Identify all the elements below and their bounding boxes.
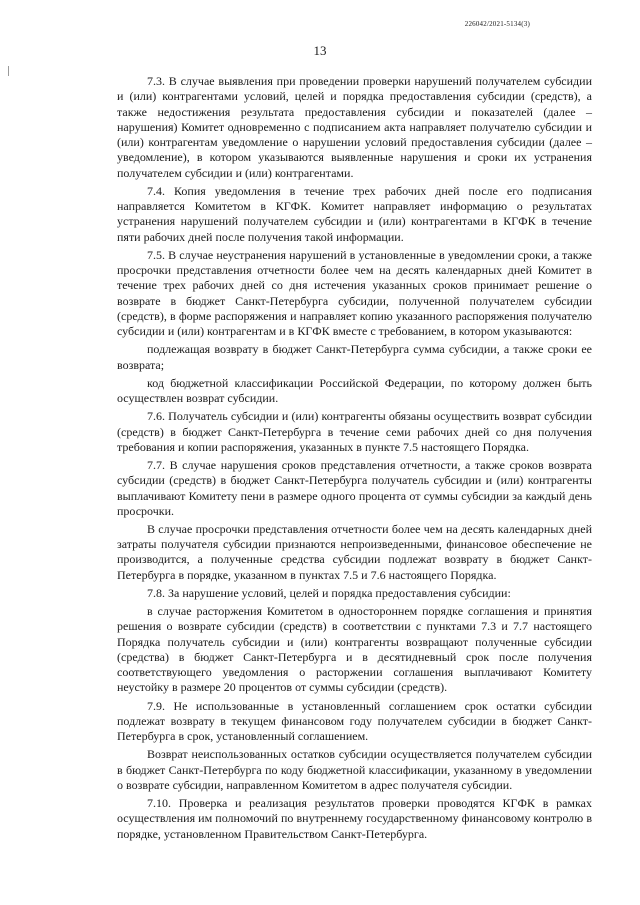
paragraph-7-7: 7.7. В случае нарушения сроков представления отчетности, а также сроков возврата субсидии (средств) в бюджет Санкт-Петербурга получатель субсидии и (или) контрагенты выплачивают Комитету пени в размере одного процента от суммы субсидии за каждый день просрочки. (117, 457, 592, 518)
paragraph-7-3: 7.3. В случае выявления при проведении проверки нарушений получателем субсидии и (или) контрагентами условий, целей и порядка предоставления субсидии (средств), а также недостижения результата предоставления субсидии и показателей (далее – нарушения) Комитет одновременно с подписанием акта направляет получателю субсидии и (или) контрагентам уведомление о нарушении условий предоставления субсидии (далее – уведомление), в котором указываются выявленные нарушения и сроки их устранения получателем субсидии и (или) контрагентами. (117, 74, 592, 180)
paragraph-7-8: 7.8. За нарушение условий, целей и порядка предоставления субсидии: (147, 585, 511, 600)
paragraph-7-7-continued: В случае просрочки представления отчетности более чем на десять календарных дней затраты получателя субсидии признаются непроизведенными, финансовое обеспечение не производится, а полученные средства субсидии подлежат возврату в бюджет Санкт-Петербурга в порядке, указанном в пунктах 7.5 и 7.6 настоящего Порядка. (117, 521, 592, 582)
paragraph-7-4: 7.4. Копия уведомления в течение трех рабочих дней после его подписания направляется Комитетом в КГФК. Комитет направляет информацию о результатах устранения нарушений получателем субсидии и (или) контрагентами в КГФК в течение пяти рабочих дней после получения такой информации. (117, 183, 592, 244)
page-number: 13 (313, 43, 327, 58)
document-body (117, 74, 592, 845)
paragraph-7-5-item-amount: подлежащая возврату в бюджет Санкт-Петербурга сумма субсидии, а также сроки ее возврата; (117, 342, 592, 372)
paragraph-7-5: 7.5. В случае неустранения нарушений в установленные в уведомлении сроки, а также просрочки представления отчетности более чем на десять календарных дней Комитет в течение трех рабочих дней со дня истечения указанных сроков принимает решение о возврате в бюджет Санкт-Петербурга субсидии, полученной получателем субсидии (средств), в форме распоряжения и направляет копию указанного распоряжения получателю субсидии и (или) контрагентам и в КГФК вместе с требованием, в котором указываются: (117, 247, 592, 339)
paragraph-7-9: 7.9. Не использованные в установленный соглашением срок остатки субсидии подлежат возврату в текущем финансовом году получателем субсидии в бюджет Санкт-Петербурга в срок, установленный соглашением. (117, 698, 592, 744)
document-registration-number: 226042/2021-5134(3) (464, 20, 530, 28)
paragraph-7-8-item: в случае расторжения Комитетом в одностороннем порядке соглашения и принятия решения о возврате субсидии (средств) в соответствии с пунктами 7.3 и 7.7 настоящего Порядка получатель субсидии и (или) контрагенты возвращают полученные субсидии (средства) в бюджет Санкт-Петербурга и в десятидневный срок после получения соответствующего уведомления о расторжении соглашения выплачивают Комитету неустойку в размере 20 процентов от суммы субсидии (средств). (117, 603, 592, 695)
paragraph-7-9-continued: Возврат неиспользованных остатков субсидии осуществляется получателем субсидии в бюджет Санкт-Петербурга по коду бюджетной классификации, указанному в уведомлении о возврате субсидии, направленном Комитетом в адрес получателя субсидии. (117, 747, 592, 792)
paragraph-7-6: 7.6. Получатель субсидии и (или) контрагенты обязаны осуществить возврат субсидии (средств) в бюджет Санкт-Петербурга в течение семи рабочих дней со дня получения требования и копии распоряжения, указанных в пункте 7.5 настоящего Порядка. (117, 409, 592, 454)
paragraph-7-5-item-code: код бюджетной классификации Российской Федерации, по которому должен быть осуществлен возврат субсидии. (117, 375, 592, 406)
scan-margin-mark (8, 66, 9, 76)
paragraph-7-10: 7.10. Проверка и реализация результатов проверки проводятся КГФК в рамках осуществления им полномочий по внутреннему государственному финансовому контролю в порядке, установленном Правительством Санкт-Петербурга. (117, 795, 592, 841)
